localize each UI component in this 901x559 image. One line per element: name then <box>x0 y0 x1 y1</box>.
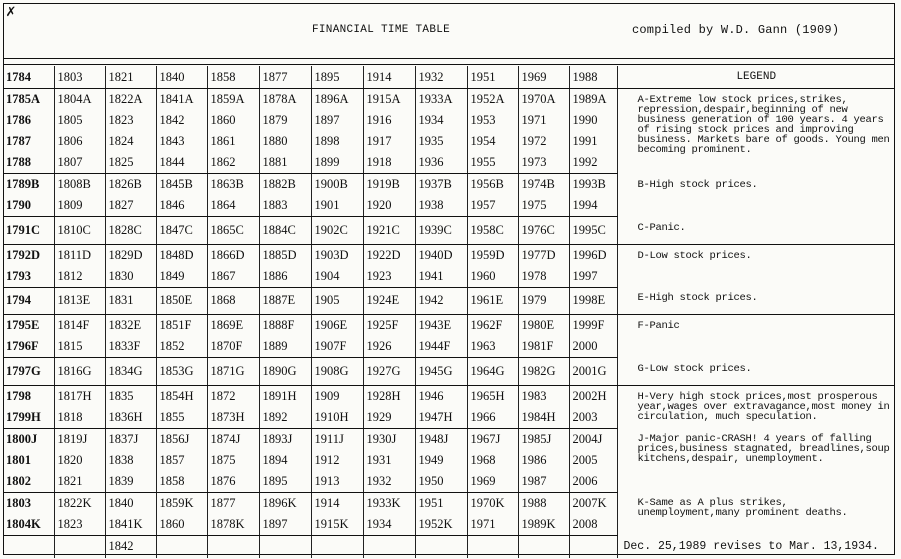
year-cell: 1962F <box>467 315 518 337</box>
corner-mark: ✗ <box>6 3 16 21</box>
year-cell: 1970K <box>467 492 518 514</box>
year-cell: 1909 <box>311 385 363 407</box>
header-year-cell: 1988 <box>569 66 617 89</box>
year-cell: 1938 <box>415 195 467 217</box>
year-cell: 1887E <box>259 287 311 315</box>
year-cell: 1890G <box>259 358 311 386</box>
year-cell: 1982G <box>518 358 569 386</box>
year-cell: 1874J <box>207 428 259 450</box>
year-cell: 1793 <box>3 266 54 288</box>
legend-entry: B-High stock prices. <box>637 178 758 191</box>
year-cell: 1913 <box>311 471 363 493</box>
year-cell: 1985J <box>518 428 569 450</box>
year-cell: 1823 <box>105 110 156 131</box>
year-cell: 1795E <box>3 315 54 337</box>
year-cell: 1927G <box>363 358 415 386</box>
year-cell: 1821 <box>54 471 105 493</box>
year-cell: 1848D <box>156 244 207 266</box>
year-cell: 1838 <box>105 450 156 471</box>
year-cell: 1915A <box>363 89 415 111</box>
year-cell: 1835 <box>105 385 156 407</box>
table-row <box>3 89 895 111</box>
year-cell: 1870F <box>207 336 259 358</box>
year-cell: 1983 <box>518 385 569 407</box>
year-cell: 1796F <box>3 336 54 358</box>
year-cell: 1961E <box>467 287 518 315</box>
year-cell: 1852 <box>156 336 207 358</box>
year-cell: 1820 <box>54 450 105 471</box>
year-cell <box>3 535 54 558</box>
year-cell: 1948J <box>415 428 467 450</box>
year-cell: 1984H <box>518 407 569 429</box>
year-cell: 1863B <box>207 174 259 196</box>
year-cell: 1942 <box>415 287 467 315</box>
year-cell: 1827 <box>105 195 156 217</box>
year-cell: 1912 <box>311 450 363 471</box>
year-cell: 1906E <box>311 315 363 337</box>
year-cell: 1798 <box>3 385 54 407</box>
header-year-cell: 1858 <box>207 66 259 89</box>
year-cell: 1851F <box>156 315 207 337</box>
table-row <box>3 244 895 266</box>
year-cell: 1832E <box>105 315 156 337</box>
year-cell: 1809 <box>54 195 105 217</box>
year-cell: 1824 <box>105 131 156 152</box>
compiled-by-credit: compiled by W.D. Gann (1909) <box>632 23 840 37</box>
table-row <box>3 217 895 245</box>
header-year-cell: 1803 <box>54 66 105 89</box>
year-cell: 1925F <box>363 315 415 337</box>
year-cell: 1918 <box>363 152 415 174</box>
year-cell: 1889 <box>259 336 311 358</box>
year-cell: 1813E <box>54 287 105 315</box>
year-cell: 1872 <box>207 385 259 407</box>
year-cell: 1859A <box>207 89 259 111</box>
year-cell: 1944F <box>415 336 467 358</box>
year-cell: 1957 <box>467 195 518 217</box>
year-cell: 1822A <box>105 89 156 111</box>
year-cell: 1989A <box>569 89 617 111</box>
year-cell: 1946 <box>415 385 467 407</box>
year-cell: 1914 <box>311 492 363 514</box>
year-cell: 2008 <box>569 514 617 536</box>
year-cell: 1935 <box>415 131 467 152</box>
year-cell: 1830 <box>105 266 156 288</box>
year-cell: 1897 <box>311 110 363 131</box>
legend-entry: J-Major panic-CRASH! 4 years of falling prices,business stagnated, breadlines,soup kitchens,despair, unemployment. <box>637 433 890 465</box>
year-cell <box>518 535 569 558</box>
legend-entry: A-Extreme low stock prices,strikes, repression,despair,beginning of new business generation of 100 years. 4 years of rising stock prices and improving business. Markets bare of goods. Young men becoming prominent. <box>637 94 890 156</box>
year-cell: 1884C <box>259 217 311 245</box>
year-cell: 1792D <box>3 244 54 266</box>
year-cell: 1899 <box>311 152 363 174</box>
year-cell: 1800J <box>3 428 54 450</box>
year-cell: 1892 <box>259 407 311 429</box>
year-cell: 1934 <box>363 514 415 536</box>
year-cell: 1903D <box>311 244 363 266</box>
year-cell: 1976C <box>518 217 569 245</box>
year-cell: 1949 <box>415 450 467 471</box>
page-title: FINANCIAL TIME TABLE <box>312 24 451 36</box>
header-year-cell: 1877 <box>259 66 311 89</box>
header-year-cell: 1784 <box>3 66 54 89</box>
revision-note: Dec. 25,1989 revises to Mar. 13,1934. <box>623 539 879 553</box>
year-cell: 1994 <box>569 195 617 217</box>
year-cell: 1937B <box>415 174 467 196</box>
year-cell: 1845B <box>156 174 207 196</box>
year-cell: 1786 <box>3 110 54 131</box>
year-cell: 1989K <box>518 514 569 536</box>
year-cell: 1861 <box>207 131 259 152</box>
year-cell: 1864 <box>207 195 259 217</box>
header-year-cell: 1932 <box>415 66 467 89</box>
year-cell: 1977D <box>518 244 569 266</box>
year-cell: 1974B <box>518 174 569 196</box>
year-cell: 1904 <box>311 266 363 288</box>
year-cell <box>54 535 105 558</box>
year-cell: 1785A <box>3 89 54 111</box>
year-cell: 1819J <box>54 428 105 450</box>
legend-entry: F-Panic <box>637 320 680 332</box>
year-cell: 1868 <box>207 287 259 315</box>
year-cell: 1822K <box>54 492 105 514</box>
year-cell: 1893J <box>259 428 311 450</box>
year-cell: 1849 <box>156 266 207 288</box>
year-cell: 1833F <box>105 336 156 358</box>
year-cell: 1973 <box>518 152 569 174</box>
year-cell: 1853G <box>156 358 207 386</box>
year-cell: 1828C <box>105 217 156 245</box>
year-cell: 1930J <box>363 428 415 450</box>
year-cell: 2003 <box>569 407 617 429</box>
year-cell: 1865C <box>207 217 259 245</box>
year-cell: 1901 <box>311 195 363 217</box>
table-row-bottom <box>3 535 895 558</box>
year-cell: 1805 <box>54 110 105 131</box>
table-row <box>3 174 895 196</box>
header-divider-double <box>3 64 895 65</box>
time-table-grid <box>3 66 895 558</box>
year-cell: 1939C <box>415 217 467 245</box>
year-cell: 1789B <box>3 174 54 196</box>
year-cell: 1987 <box>518 471 569 493</box>
year-cell <box>363 535 415 558</box>
year-cell: 1931 <box>363 450 415 471</box>
year-cell: 1971 <box>467 514 518 536</box>
year-cell: 1988 <box>518 492 569 514</box>
year-cell: 1910H <box>311 407 363 429</box>
year-cell: 1981F <box>518 336 569 358</box>
year-cell: 1956B <box>467 174 518 196</box>
year-cell: 1996D <box>569 244 617 266</box>
year-cell: 1896K <box>259 492 311 514</box>
year-cell: 1898 <box>311 131 363 152</box>
header-divider <box>3 58 895 59</box>
year-cell: 1952K <box>415 514 467 536</box>
year-cell: 1972 <box>518 131 569 152</box>
header-year-cell: 1895 <box>311 66 363 89</box>
year-cell: 1788 <box>3 152 54 174</box>
year-cell: 1842 <box>105 535 156 558</box>
year-cell: 1804K <box>3 514 54 536</box>
year-cell <box>569 535 617 558</box>
year-cell: 1831 <box>105 287 156 315</box>
year-cell: 1992 <box>569 152 617 174</box>
year-cell: 1880 <box>259 131 311 152</box>
year-cell: 1940D <box>415 244 467 266</box>
year-cell: 1807 <box>54 152 105 174</box>
year-cell: 1986 <box>518 450 569 471</box>
year-cell: 1811D <box>54 244 105 266</box>
year-cell: 1867 <box>207 266 259 288</box>
year-cell: 1891H <box>259 385 311 407</box>
year-cell: 1933K <box>363 492 415 514</box>
year-cell: 1997 <box>569 266 617 288</box>
year-cell: 1968 <box>467 450 518 471</box>
header-year-cell: 1969 <box>518 66 569 89</box>
year-cell: 1883 <box>259 195 311 217</box>
legend-entry: C-Panic. <box>617 217 895 245</box>
year-cell: 1993B <box>569 174 617 196</box>
year-cell: 1878K <box>207 514 259 536</box>
legend-entry: K-Same as A plus strikes, unemployment,many prominent deaths. <box>637 497 848 519</box>
legend-entry: G-Low stock prices. <box>617 358 895 386</box>
year-cell: 1928H <box>363 385 415 407</box>
year-cell: 1803 <box>3 492 54 514</box>
year-cell: 1847C <box>156 217 207 245</box>
year-cell: 1936 <box>415 152 467 174</box>
year-cell: 1871G <box>207 358 259 386</box>
year-cell: 1967J <box>467 428 518 450</box>
year-cell: 1869E <box>207 315 259 337</box>
header-year-cell: 1951 <box>467 66 518 89</box>
year-cell: 1916 <box>363 110 415 131</box>
header-year-cell: 1914 <box>363 66 415 89</box>
year-cell: 1834G <box>105 358 156 386</box>
year-cell: 1990 <box>569 110 617 131</box>
year-cell: 1810C <box>54 217 105 245</box>
year-cell: 1999F <box>569 315 617 337</box>
year-cell: 1929 <box>363 407 415 429</box>
year-cell: 1855 <box>156 407 207 429</box>
year-cell: 2002H <box>569 385 617 407</box>
year-cell: 1866D <box>207 244 259 266</box>
year-cell: 1843 <box>156 131 207 152</box>
year-cell: 1802 <box>3 471 54 493</box>
year-cell: 1934 <box>415 110 467 131</box>
year-cell: 1876 <box>207 471 259 493</box>
year-cell: 1808B <box>54 174 105 196</box>
year-cell: 1950 <box>415 471 467 493</box>
year-cell: 1947H <box>415 407 467 429</box>
year-cell: 1877 <box>207 492 259 514</box>
year-cell: 1965H <box>467 385 518 407</box>
year-cell: 2001G <box>569 358 617 386</box>
year-cell: 1839 <box>105 471 156 493</box>
year-cell: 1979 <box>518 287 569 315</box>
year-cell: 1815 <box>54 336 105 358</box>
year-cell: 1902C <box>311 217 363 245</box>
year-cell: 1787 <box>3 131 54 152</box>
year-cell: 1954 <box>467 131 518 152</box>
table-row <box>3 492 895 514</box>
year-cell: 1921C <box>363 217 415 245</box>
year-cell: 1953 <box>467 110 518 131</box>
year-cell: 1875 <box>207 450 259 471</box>
year-cell: 1978 <box>518 266 569 288</box>
year-cell: 2005 <box>569 450 617 471</box>
header-row <box>3 66 895 89</box>
year-cell <box>311 535 363 558</box>
year-cell: 1911J <box>311 428 363 450</box>
year-cell: 1894 <box>259 450 311 471</box>
year-cell: 1941 <box>415 266 467 288</box>
year-cell: 1896A <box>311 89 363 111</box>
year-cell: 1873H <box>207 407 259 429</box>
year-cell: 1951 <box>415 492 467 514</box>
year-cell: 1860 <box>207 110 259 131</box>
year-cell: 1970A <box>518 89 569 111</box>
year-cell: 1797G <box>3 358 54 386</box>
year-cell: 1897 <box>259 514 311 536</box>
year-cell: 1886 <box>259 266 311 288</box>
year-cell: 1804A <box>54 89 105 111</box>
year-cell: 1917 <box>363 131 415 152</box>
year-cell: 1844 <box>156 152 207 174</box>
year-cell <box>467 535 518 558</box>
year-cell: 1907F <box>311 336 363 358</box>
year-cell <box>415 535 467 558</box>
year-cell: 1952A <box>467 89 518 111</box>
year-cell: 1926 <box>363 336 415 358</box>
table-row <box>3 358 895 386</box>
year-cell: 1879 <box>259 110 311 131</box>
year-cell: 1858 <box>156 471 207 493</box>
year-cell: 2007K <box>569 492 617 514</box>
year-cell: 1945G <box>415 358 467 386</box>
year-cell: 1888F <box>259 315 311 337</box>
year-cell: 1919B <box>363 174 415 196</box>
year-cell: 2000 <box>569 336 617 358</box>
legend-entry: D-Low stock prices. <box>637 249 752 262</box>
table-row <box>3 315 895 337</box>
year-cell: 1846 <box>156 195 207 217</box>
table-row <box>3 428 895 450</box>
year-cell: 1856J <box>156 428 207 450</box>
year-cell: 1991 <box>569 131 617 152</box>
year-cell: 1955 <box>467 152 518 174</box>
year-cell: 1881 <box>259 152 311 174</box>
table-row <box>3 385 895 407</box>
year-cell: 1826B <box>105 174 156 196</box>
table-row <box>3 287 895 315</box>
year-cell: 1812 <box>54 266 105 288</box>
year-cell: 1882B <box>259 174 311 196</box>
year-cell: 2004J <box>569 428 617 450</box>
year-cell: 1915K <box>311 514 363 536</box>
year-cell: 1920 <box>363 195 415 217</box>
year-cell: 1799H <box>3 407 54 429</box>
legend-entry: H-Very high stock prices,most prosperous year,wages over extravagance,most money in circulation, much speculation. <box>637 390 890 423</box>
year-cell: 1964G <box>467 358 518 386</box>
legend-entry: E-High stock prices. <box>617 287 895 315</box>
year-cell: 1860 <box>156 514 207 536</box>
year-cell: 1963 <box>467 336 518 358</box>
year-cell <box>259 535 311 558</box>
year-cell: 2006 <box>569 471 617 493</box>
year-cell: 1980E <box>518 315 569 337</box>
year-cell: 1829D <box>105 244 156 266</box>
year-cell: 1841K <box>105 514 156 536</box>
year-cell: 1816G <box>54 358 105 386</box>
year-cell: 1794 <box>3 287 54 315</box>
year-cell: 1878A <box>259 89 311 111</box>
year-cell: 1814F <box>54 315 105 337</box>
year-cell: 1817H <box>54 385 105 407</box>
year-cell: 1859K <box>156 492 207 514</box>
year-cell: 1998E <box>569 287 617 315</box>
year-cell: 1908G <box>311 358 363 386</box>
year-cell: 1862 <box>207 152 259 174</box>
year-cell: 1922D <box>363 244 415 266</box>
year-cell: 1960 <box>467 266 518 288</box>
year-cell: 1801 <box>3 450 54 471</box>
year-cell: 1900B <box>311 174 363 196</box>
year-cell: 1885D <box>259 244 311 266</box>
year-cell: 1971 <box>518 110 569 131</box>
year-cell: 1958C <box>467 217 518 245</box>
year-cell: 1837J <box>105 428 156 450</box>
header-year-cell: 1840 <box>156 66 207 89</box>
year-cell: 1850E <box>156 287 207 315</box>
year-cell: 1905 <box>311 287 363 315</box>
year-cell: 1854H <box>156 385 207 407</box>
year-cell: 1840 <box>105 492 156 514</box>
year-cell: 1818 <box>54 407 105 429</box>
year-cell: 1923 <box>363 266 415 288</box>
year-cell: 1791C <box>3 217 54 245</box>
year-cell: 1857 <box>156 450 207 471</box>
year-cell: 1895 <box>259 471 311 493</box>
year-cell: 1836H <box>105 407 156 429</box>
year-cell: 1842 <box>156 110 207 131</box>
year-cell: 1995C <box>569 217 617 245</box>
header-year-cell: 1821 <box>105 66 156 89</box>
year-cell: 1932 <box>363 471 415 493</box>
year-cell: 1825 <box>105 152 156 174</box>
year-cell: 1790 <box>3 195 54 217</box>
year-cell: 1823 <box>54 514 105 536</box>
year-cell: 1966 <box>467 407 518 429</box>
year-cell: 1924E <box>363 287 415 315</box>
year-cell: 1943E <box>415 315 467 337</box>
year-cell: 1959D <box>467 244 518 266</box>
year-cell: 1975 <box>518 195 569 217</box>
year-cell <box>156 535 207 558</box>
year-cell: 1806 <box>54 131 105 152</box>
year-cell: 1841A <box>156 89 207 111</box>
year-cell <box>207 535 259 558</box>
year-cell: 1969 <box>467 471 518 493</box>
legend-header: LEGEND <box>617 66 895 89</box>
year-cell: 1933A <box>415 89 467 111</box>
